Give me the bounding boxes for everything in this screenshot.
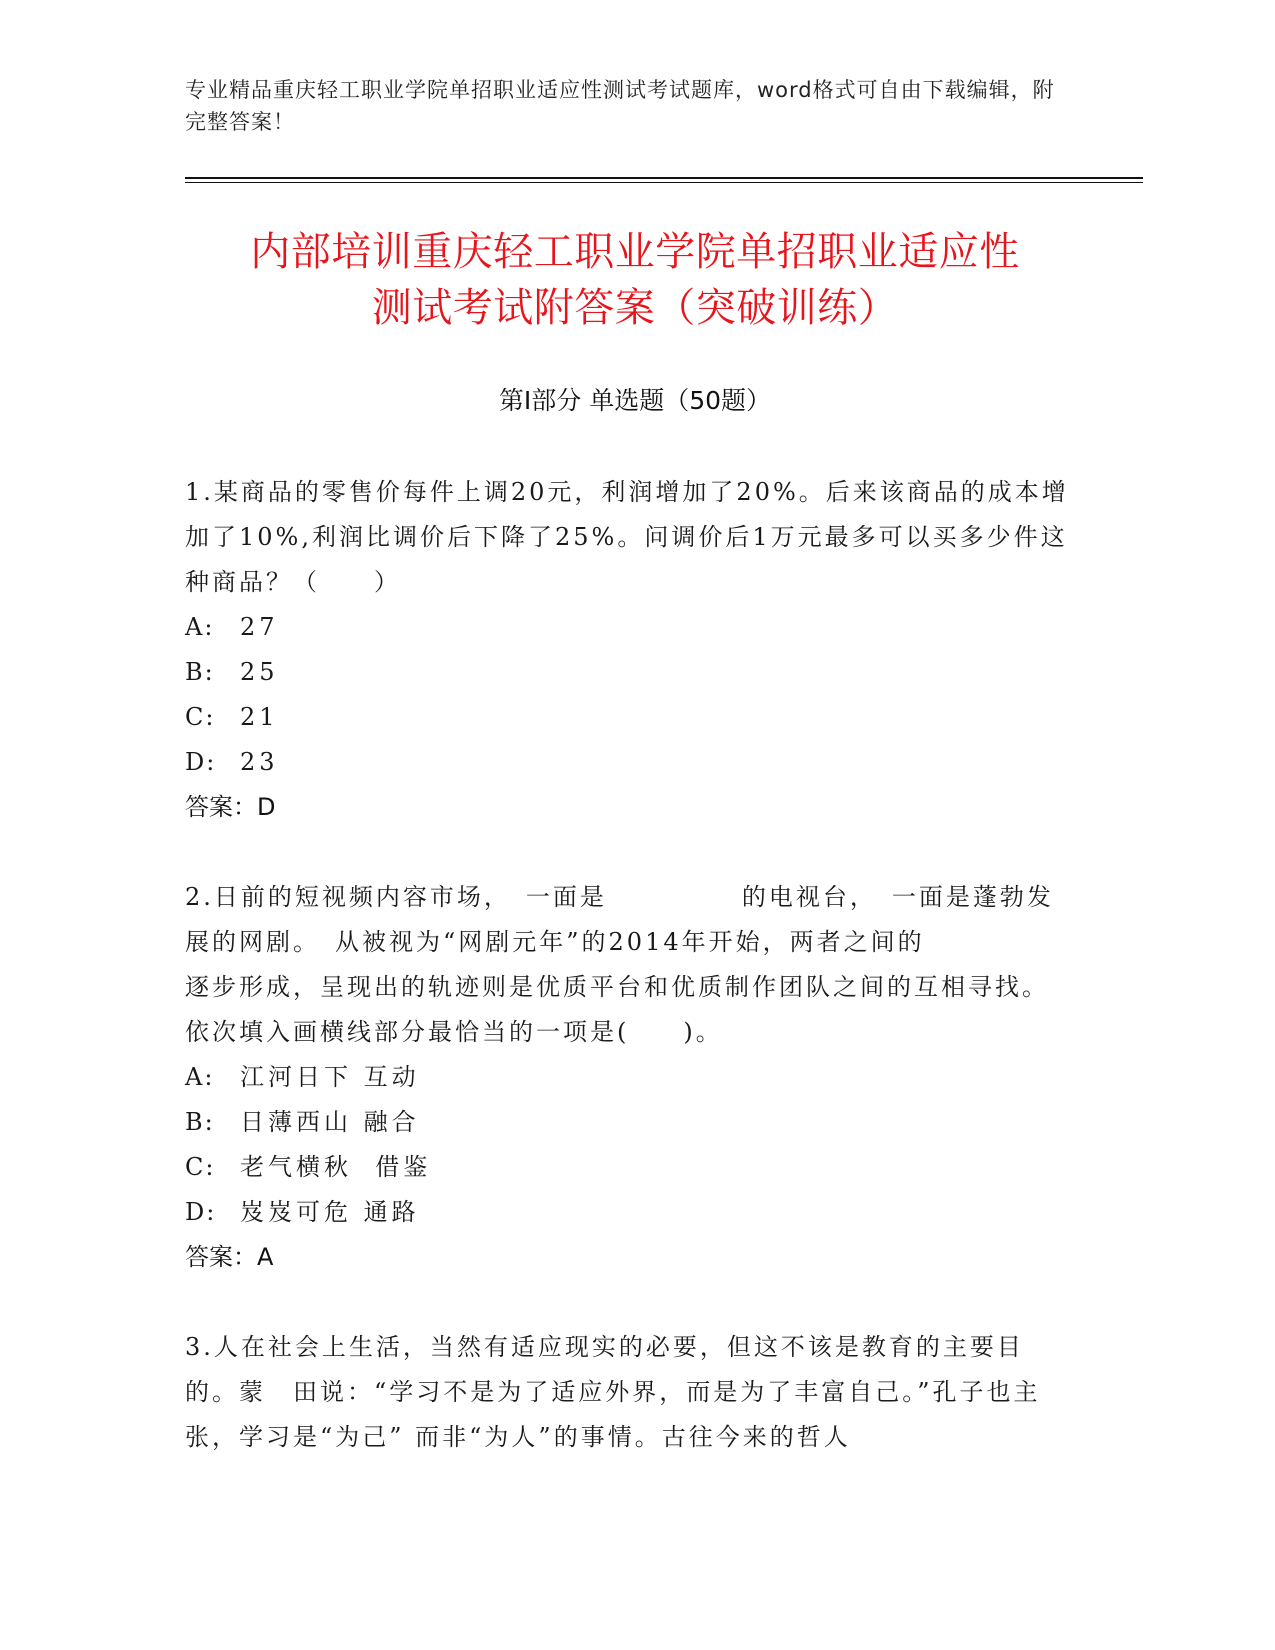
header-note: 专业精品重庆轻工职业学院单招职业适应性测试考试题库，word格式可自由下载编辑，附完整答案！ [185, 78, 1055, 134]
option-b [185, 1100, 1075, 1145]
question-2 [185, 875, 1075, 1280]
answer-line: 答案：D [185, 793, 276, 821]
option-key: C: [185, 703, 216, 731]
answer-line: 答案：A [185, 1243, 274, 1271]
option-d [185, 1190, 1075, 1235]
title-line-1: 内部培训重庆轻工职业学院单招职业适应性 [250, 229, 1020, 275]
option-key: B: [185, 658, 215, 686]
question-stem: 2.日前的短视频内容市场， 一面是 的电视台， 一面是蓬勃发展的网剧。 从被视为“网剧元年”的2014年开始，两者之间的 逐步形成，呈现出的轨迹则是优质平台和优质制作团队之间的互相寻找。依次填入画横线部分最恰当的一项是( )。 [185, 883, 1060, 1046]
option-text: 江河日下 互动 [240, 1063, 420, 1091]
question-1 [185, 470, 1080, 830]
option-text: 21 [240, 703, 279, 731]
option-b [185, 650, 1075, 695]
option-key: A: [185, 1063, 215, 1091]
option-text: 23 [240, 748, 279, 776]
option-a [185, 605, 1075, 650]
option-key: C: [185, 1153, 216, 1181]
option-c [185, 695, 1075, 740]
option-c [185, 1145, 1075, 1190]
question-stem: 1.某商品的零售价每件上调20元，利润增加了20%。后来该商品的成本增 加了10%,利润比调价后下降了25%。问调价后1万元最多可以买多少件这种商品？（ ） [185, 478, 1080, 596]
option-text: 岌岌可危 通路 [240, 1198, 420, 1226]
header-rule-thick [185, 177, 1143, 179]
question-stem: 3.人在社会上生活，当然有适应现实的必要，但这不该是教育的主要目的。蒙 田说：“学习不是为了适应外界，而是为了丰富自己。”孔子也主张，学习是“为己” 而非“为人”的事情。古往今来的哲人 [185, 1333, 1041, 1451]
option-key: D: [185, 1198, 217, 1226]
title-line-2: 测试考试附答案（突破训练） [371, 285, 899, 331]
question-3 [185, 1325, 1075, 1460]
header-rule-thin [185, 182, 1143, 183]
document-title [185, 224, 1085, 336]
option-d [185, 740, 1075, 785]
option-key: D: [185, 748, 217, 776]
option-text: 27 [240, 613, 279, 641]
option-text: 25 [240, 658, 279, 686]
question-list [185, 470, 1080, 1505]
option-key: B: [185, 1108, 215, 1136]
option-a [185, 1055, 1075, 1100]
option-key: A: [185, 613, 215, 641]
option-text: 老气横秋 借鉴 [240, 1153, 432, 1181]
section-title: 第Ⅰ部分 单选题（50题） [498, 386, 772, 415]
option-text: 日薄西山 融合 [240, 1108, 420, 1136]
